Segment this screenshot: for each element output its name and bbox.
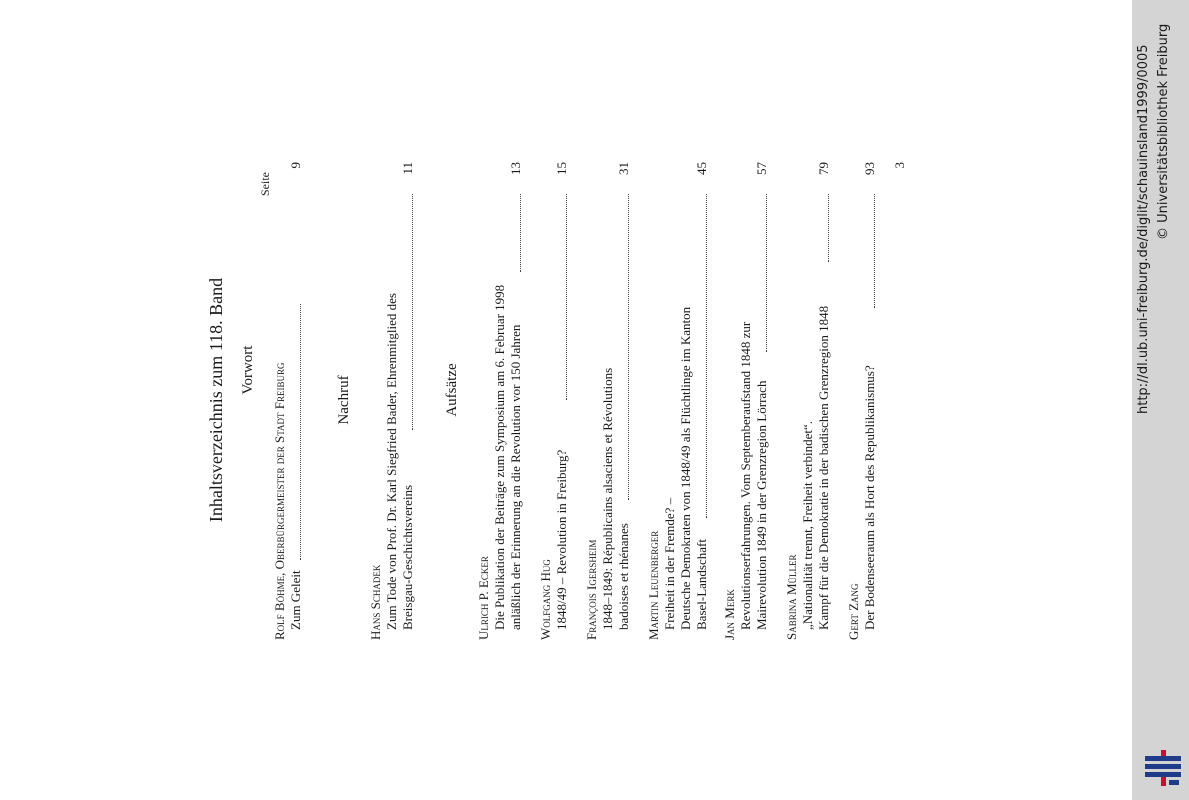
- entry-title-line: Zum Tode von Prof. Dr. Karl Siegfried Bader, Ehrenmitglied des: [384, 293, 399, 630]
- entry-page: 15: [554, 162, 569, 175]
- entry-title-line: Kampf für die Demokratie in der badischen Grenzregion 1848: [816, 305, 831, 630]
- section-heading-vorwort: Vorwort: [240, 345, 256, 395]
- entry-title-line: „Nationalität trennt, Freiheit verbindet“.: [800, 420, 815, 630]
- entry-author: Sabrina Müller: [784, 554, 799, 640]
- entry-author: Martin Leuenberger: [646, 530, 661, 640]
- entry-author: François Igersheim: [584, 539, 599, 640]
- entry-page: 31: [616, 162, 631, 175]
- entry-author: Gert Zang: [846, 583, 861, 640]
- entry-title-line: 1848–1849: Républicains alsaciens et Révolutions: [600, 367, 615, 630]
- entry-title-line: Zum Geleit: [288, 570, 303, 630]
- entry-author: Wolfgang Hug: [538, 559, 553, 640]
- section-heading-nachruf: Nachruf: [336, 375, 352, 425]
- entry-author: Rolf Böhme, Oberbürgermeister der Stadt Freiburg: [272, 362, 287, 640]
- entry-title-line: 1848/49 – Revolution in Freiburg?: [554, 449, 569, 630]
- page-number: 3: [892, 162, 907, 169]
- leader-dots: [862, 194, 875, 308]
- entry-title-line: Basel-Landschaft: [694, 539, 709, 630]
- leader-dots: [754, 194, 767, 352]
- leader-dots: [816, 194, 829, 262]
- entry-title-line: Revolutionserfahrungen. Vom Septemberaufstand 1848 zur: [738, 321, 753, 630]
- entry-page: 45: [694, 162, 709, 175]
- entry-title-line: Deutsche Demokraten von 1848/49 als Flüchtlinge im Kanton: [678, 306, 693, 630]
- library-strip: [1132, 0, 1189, 800]
- entry-title-line: badoises et rhénanes: [616, 523, 631, 630]
- entry-page: 13: [508, 162, 523, 175]
- entry-page: 93: [862, 162, 877, 175]
- leader-dots: [508, 194, 521, 272]
- entry-title-line: Mairevolution 1849 in der Grenzregion Lörrach: [754, 380, 769, 630]
- entry-page: 57: [754, 162, 769, 175]
- leader-dots: [616, 194, 629, 500]
- library-logo-icon: [1143, 750, 1183, 790]
- entry-title-line: Der Bodenseeraum als Hort des Republikanismus?: [862, 365, 877, 630]
- entry-page: 79: [816, 162, 831, 175]
- leader-dots: [554, 194, 567, 400]
- entry-author: Hans Schadek: [368, 564, 383, 640]
- entry-title-line: Breisgau-Geschichtsvereins: [400, 484, 415, 630]
- entry-title-line: anläßlich der Erinnerung an die Revolution vor 150 Jahren: [508, 324, 523, 630]
- entry-page: 9: [288, 162, 303, 169]
- leader-dots: [694, 194, 707, 518]
- entry-page: 11: [400, 162, 415, 175]
- seite-label: Seite: [258, 172, 272, 196]
- toc-title: Inhaltsverzeichnis zum 118. Band: [206, 277, 226, 523]
- leader-dots: [400, 194, 413, 430]
- copyright-notice: © Universitätsbibliothek Freiburg: [1156, 23, 1171, 240]
- entry-title-line: Freiheit in der Fremde? –: [662, 497, 677, 630]
- entry-author: Jan Merk: [722, 589, 737, 640]
- leader-dots: [288, 304, 301, 560]
- entry-title-line: Die Publikation der Beiträge zum Symposium am 6. Februar 1998: [492, 284, 507, 630]
- entry-author: Ulrich P. Ecker: [476, 556, 491, 640]
- source-url[interactable]: http://dl.ub.uni-freiburg.de/diglit/schauinsland1999/0005: [1136, 44, 1151, 414]
- section-heading-aufsaetze: Aufsätze: [444, 363, 460, 417]
